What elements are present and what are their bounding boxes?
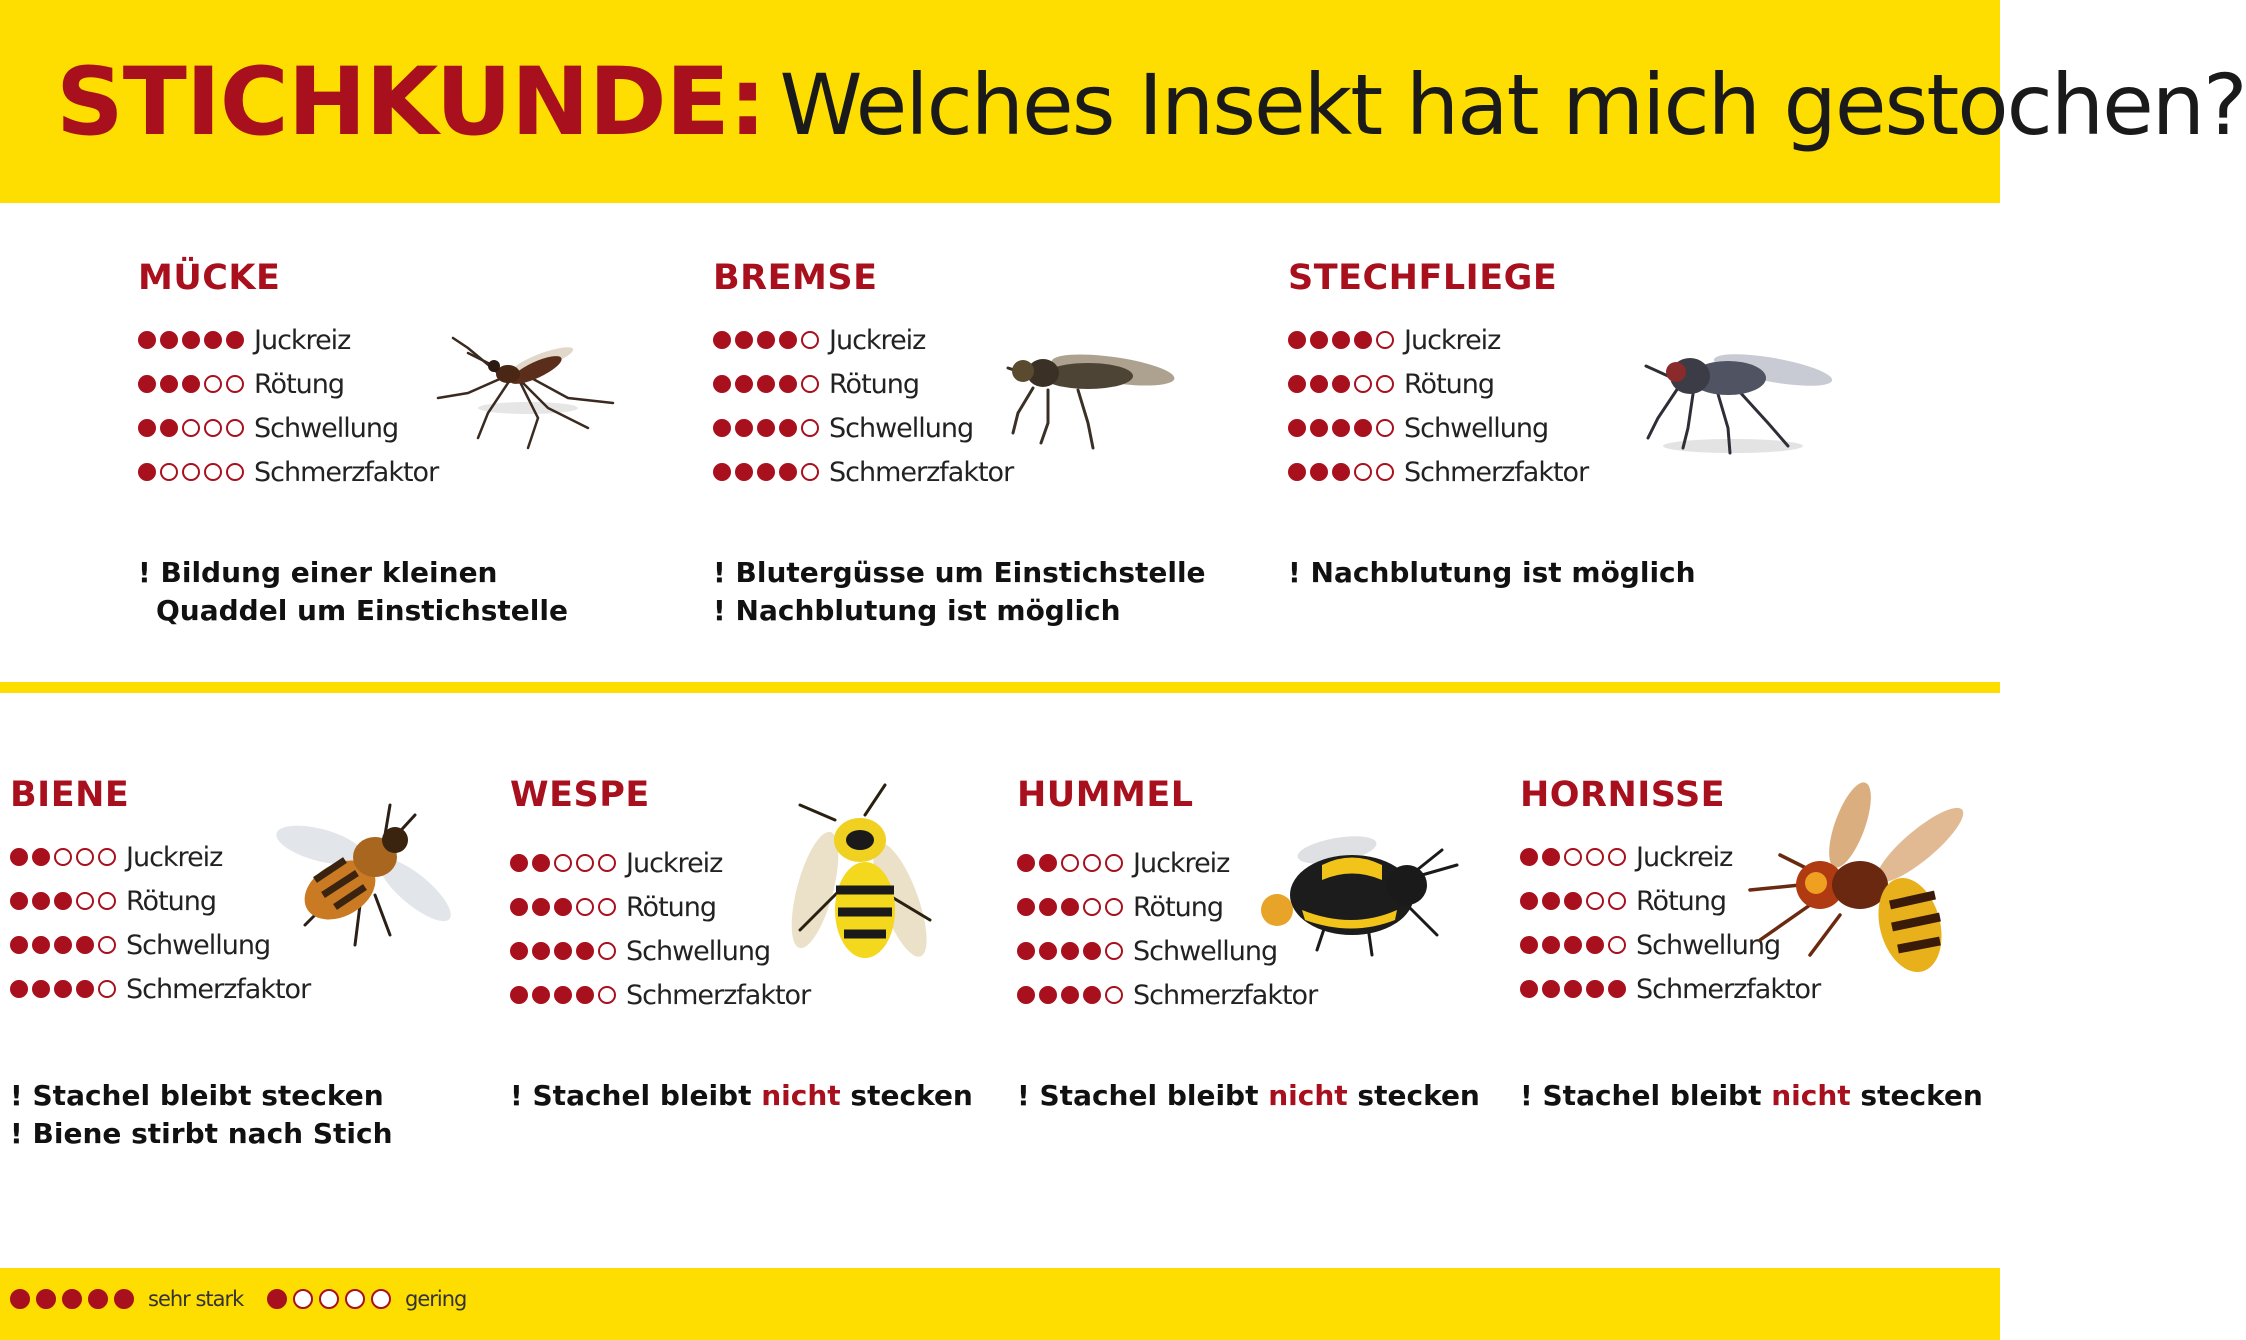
rating-dot-filled: [10, 980, 28, 998]
rating-schmerzfaktor: [10, 967, 310, 1011]
rating-dot-empty: [345, 1289, 365, 1309]
rating-dots: [510, 898, 620, 916]
rating-dot-filled: [1520, 936, 1538, 954]
rating-dots: [10, 848, 120, 866]
legend-dots: [267, 1289, 397, 1309]
note-text: ! Bildung einer kleinen: [138, 556, 498, 589]
rating-dot-filled: [1310, 375, 1328, 393]
rating-dot-empty: [98, 980, 116, 998]
rating-dot-empty: [204, 375, 222, 393]
rating-dot-filled: [160, 375, 178, 393]
rating-label: Juckreiz: [126, 841, 223, 873]
rating-label: Rötung: [626, 891, 717, 923]
rating-label: Schwellung: [1636, 929, 1781, 961]
rating-dot-filled: [36, 1289, 56, 1309]
rating-dot-empty: [554, 854, 572, 872]
hornet-icon: [1740, 775, 1990, 985]
rating-dot-filled: [1520, 848, 1538, 866]
rating-dot-empty: [160, 463, 178, 481]
wasp-icon: [760, 780, 960, 990]
note-text: ! Blutergüsse um Einstichstelle: [713, 556, 1206, 589]
rating-label: Schmerzfaktor: [829, 456, 1014, 488]
rating-juckreiz: [138, 318, 438, 362]
rating-dot-empty: [1105, 986, 1123, 1004]
note-text: stecken: [1850, 1079, 1983, 1112]
rating-dot-filled: [713, 463, 731, 481]
legend-high: [10, 1287, 243, 1311]
rating-roetung: [713, 362, 1013, 406]
note-line: [10, 1115, 393, 1153]
insect-card-biene: [10, 775, 490, 1175]
rating-dot-empty: [801, 419, 819, 437]
rating-label: Rötung: [254, 368, 345, 400]
rating-label: Schwellung: [829, 412, 974, 444]
rating-dot-filled: [757, 463, 775, 481]
note-line: [1017, 1077, 1480, 1115]
rating-dots: [1017, 898, 1127, 916]
rating-dot-empty: [76, 892, 94, 910]
rating-dot-filled: [267, 1289, 287, 1309]
rating-dot-filled: [62, 1289, 82, 1309]
rating-dot-empty: [1376, 331, 1394, 349]
rating-dot-empty: [1376, 463, 1394, 481]
rating-dot-filled: [779, 463, 797, 481]
rating-label: Schmerzfaktor: [626, 979, 811, 1011]
rating-dot-empty: [204, 419, 222, 437]
rating-dot-filled: [510, 942, 528, 960]
rating-dot-filled: [1039, 898, 1057, 916]
rating-dot-filled: [138, 331, 156, 349]
rating-dot-filled: [1017, 942, 1035, 960]
horsefly-icon: [993, 328, 1183, 458]
rating-dot-empty: [1105, 898, 1123, 916]
rating-dot-empty: [576, 854, 594, 872]
rating-dot-filled: [76, 936, 94, 954]
rating-dot-filled: [1542, 980, 1560, 998]
rating-dot-filled: [532, 854, 550, 872]
rating-dot-filled: [1564, 892, 1582, 910]
rating-dots: [1520, 848, 1630, 866]
rating-label: Schwellung: [1133, 935, 1278, 967]
rating-dot-filled: [779, 331, 797, 349]
rating-dot-filled: [1332, 463, 1350, 481]
insect-name: STECHFLIEGE: [1288, 258, 1558, 298]
rating-label: Juckreiz: [829, 324, 926, 356]
rating-dot-empty: [98, 848, 116, 866]
rating-label: Schwellung: [126, 929, 271, 961]
note-text: ! Biene stirbt nach Stich: [10, 1117, 393, 1150]
rating-dot-filled: [1564, 980, 1582, 998]
rating-dot-empty: [801, 331, 819, 349]
rating-dot-filled: [1017, 986, 1035, 1004]
rating-label: Schmerzfaktor: [1404, 456, 1589, 488]
rating-dot-filled: [226, 331, 244, 349]
rating-dot-filled: [713, 419, 731, 437]
rating-dot-filled: [1288, 375, 1306, 393]
rating-dot-empty: [98, 892, 116, 910]
rating-dot-filled: [76, 980, 94, 998]
rating-schwellung: [713, 406, 1013, 450]
rating-dot-filled: [1017, 898, 1035, 916]
rating-dot-empty: [801, 375, 819, 393]
rating-dot-filled: [182, 331, 200, 349]
rating-schwellung: [1288, 406, 1588, 450]
rating-dot-filled: [114, 1289, 134, 1309]
rating-dot-filled: [735, 375, 753, 393]
note-text: ! Nachblutung ist möglich: [1288, 556, 1696, 589]
rating-dot-empty: [1564, 848, 1582, 866]
rating-dots: [510, 942, 620, 960]
rating-dot-filled: [32, 848, 50, 866]
rating-dot-empty: [598, 898, 616, 916]
rating-dot-filled: [1354, 331, 1372, 349]
rating-label: Juckreiz: [254, 324, 351, 356]
rating-dot-empty: [182, 419, 200, 437]
rating-dot-filled: [1083, 942, 1101, 960]
rating-dot-filled: [779, 419, 797, 437]
rating-dot-filled: [1061, 898, 1079, 916]
rating-dot-filled: [757, 375, 775, 393]
rating-dots: [713, 463, 823, 481]
rating-dot-empty: [598, 942, 616, 960]
rating-label: Juckreiz: [1133, 847, 1230, 879]
rating-dot-filled: [10, 1289, 30, 1309]
rating-roetung: [138, 362, 438, 406]
rating-dot-filled: [10, 848, 28, 866]
note-emphasis: nicht: [1771, 1079, 1851, 1112]
rating-dot-filled: [1542, 892, 1560, 910]
rating-dot-filled: [1354, 419, 1372, 437]
note-text: stecken: [840, 1079, 973, 1112]
rating-dot-filled: [735, 463, 753, 481]
insect-card-wespe: [510, 775, 990, 1175]
insect-card-hornisse: [1520, 775, 1990, 1175]
mosquito-icon: [428, 298, 628, 478]
note-list: [138, 554, 568, 630]
rating-dot-empty: [1083, 898, 1101, 916]
rating-dot-empty: [54, 848, 72, 866]
rating-dot-filled: [1332, 419, 1350, 437]
rating-dot-filled: [532, 986, 550, 1004]
rating-dots: [1017, 986, 1127, 1004]
rating-dot-filled: [510, 986, 528, 1004]
header-band: [0, 0, 2246, 203]
rating-dot-filled: [554, 942, 572, 960]
rating-dots: [138, 419, 248, 437]
rating-dot-filled: [1083, 986, 1101, 1004]
rating-dot-filled: [554, 898, 572, 916]
note-text: ! Stachel bleibt stecken: [10, 1079, 384, 1112]
rating-dots: [10, 936, 120, 954]
rating-dot-empty: [598, 854, 616, 872]
legend-dots: [10, 1289, 140, 1309]
rating-dot-empty: [1061, 854, 1079, 872]
rating-dot-filled: [1542, 936, 1560, 954]
rating-dot-empty: [576, 898, 594, 916]
rating-label: Schmerzfaktor: [254, 456, 439, 488]
note-text: ! Stachel bleibt: [510, 1079, 762, 1112]
rating-dot-filled: [713, 331, 731, 349]
rating-dot-empty: [1354, 375, 1372, 393]
rating-label: Schmerzfaktor: [1133, 979, 1318, 1011]
rating-label: Rötung: [1636, 885, 1727, 917]
legend-high-label: sehr stark: [148, 1287, 244, 1311]
rating-dots: [1520, 892, 1630, 910]
rating-dot-filled: [1039, 986, 1057, 1004]
rating-dot-empty: [1105, 854, 1123, 872]
rating-dot-filled: [1564, 936, 1582, 954]
insect-card-bremse: [713, 258, 1233, 658]
rating-dot-empty: [1376, 375, 1394, 393]
rating-dot-filled: [138, 375, 156, 393]
rating-dot-filled: [1542, 848, 1560, 866]
rating-dots: [713, 331, 823, 349]
rating-dots: [1288, 419, 1398, 437]
rating-dots: [510, 854, 620, 872]
rating-dot-filled: [1520, 980, 1538, 998]
rating-dot-empty: [76, 848, 94, 866]
rating-dot-empty: [98, 936, 116, 954]
rating-dots: [138, 375, 248, 393]
rating-dot-empty: [1083, 854, 1101, 872]
insect-name: WESPE: [510, 775, 650, 815]
note-emphasis: nicht: [1268, 1079, 1348, 1112]
rating-label: Schmerzfaktor: [126, 973, 311, 1005]
rating-dots: [1288, 463, 1398, 481]
rating-dot-filled: [1332, 375, 1350, 393]
rating-dot-filled: [576, 942, 594, 960]
rating-dot-filled: [1288, 463, 1306, 481]
rating-label: Rötung: [1133, 891, 1224, 923]
rating-label: Rötung: [829, 368, 920, 400]
rating-dot-filled: [1310, 463, 1328, 481]
rating-label: Schwellung: [626, 935, 771, 967]
note-list: [1017, 1077, 1480, 1115]
rating-dot-filled: [32, 936, 50, 954]
insect-name: HUMMEL: [1017, 775, 1194, 815]
rating-dot-filled: [54, 892, 72, 910]
rating-list: [1288, 318, 1588, 494]
bee-icon: [265, 795, 465, 965]
note-text: ! Stachel bleibt: [1017, 1079, 1269, 1112]
rating-dot-empty: [226, 419, 244, 437]
rating-dot-filled: [138, 419, 156, 437]
rating-dot-filled: [10, 936, 28, 954]
rating-dot-empty: [319, 1289, 339, 1309]
section-divider: [0, 682, 2000, 693]
rating-dots: [1017, 854, 1127, 872]
rating-dot-filled: [510, 898, 528, 916]
rating-dot-filled: [160, 331, 178, 349]
note-line: [138, 592, 568, 630]
note-line: [1288, 554, 1696, 592]
rating-dot-filled: [1039, 854, 1057, 872]
note-text: ! Stachel bleibt: [1520, 1079, 1772, 1112]
rating-dot-filled: [10, 892, 28, 910]
note-line: [713, 554, 1206, 592]
rating-dot-filled: [54, 980, 72, 998]
rating-dot-filled: [1586, 936, 1604, 954]
rating-dot-filled: [554, 986, 572, 1004]
rating-dots: [713, 419, 823, 437]
insect-name: BREMSE: [713, 258, 878, 298]
rating-dots: [1520, 980, 1630, 998]
rating-dots: [1520, 936, 1630, 954]
rating-dot-empty: [371, 1289, 391, 1309]
insect-name: MÜCKE: [138, 258, 281, 298]
rating-label: Juckreiz: [1404, 324, 1501, 356]
rating-dot-filled: [54, 936, 72, 954]
rating-juckreiz: [1288, 318, 1588, 362]
rating-dot-empty: [293, 1289, 313, 1309]
rating-schwellung: [138, 406, 438, 450]
rating-dots: [1017, 942, 1127, 960]
rating-dot-filled: [32, 892, 50, 910]
rating-schmerzfaktor: [713, 450, 1013, 494]
rating-label: Juckreiz: [1636, 841, 1733, 873]
rating-dot-filled: [532, 898, 550, 916]
rating-dot-filled: [1061, 986, 1079, 1004]
rating-dot-empty: [226, 375, 244, 393]
rating-dots: [1288, 331, 1398, 349]
rating-dot-empty: [1608, 848, 1626, 866]
rating-dot-filled: [1017, 854, 1035, 872]
rating-dot-filled: [204, 331, 222, 349]
rating-label: Schwellung: [254, 412, 399, 444]
note-line: [713, 592, 1206, 630]
note-list: [1520, 1077, 1983, 1115]
rating-dot-empty: [1354, 463, 1372, 481]
rating-dot-filled: [1608, 980, 1626, 998]
rating-dot-filled: [735, 419, 753, 437]
rating-dot-empty: [226, 463, 244, 481]
rating-dot-filled: [1288, 419, 1306, 437]
rating-list: [138, 318, 438, 494]
rating-label: Schmerzfaktor: [1636, 973, 1821, 1005]
note-list: [1288, 554, 1696, 592]
insect-card-hummel: [1017, 775, 1497, 1175]
rating-list: [713, 318, 1013, 494]
rating-label: Rötung: [126, 885, 217, 917]
rating-dots: [10, 980, 120, 998]
title-main: STICHKUNDE:: [56, 48, 766, 157]
note-line: [1520, 1077, 1983, 1115]
rating-dots: [10, 892, 120, 910]
rating-juckreiz: [713, 318, 1013, 362]
rating-schmerzfaktor: [1017, 973, 1317, 1017]
rating-schmerzfaktor: [138, 450, 438, 494]
rating-dot-filled: [1310, 419, 1328, 437]
note-text: ! Nachblutung ist möglich: [713, 594, 1121, 627]
rating-dot-filled: [713, 375, 731, 393]
rating-dot-filled: [1332, 331, 1350, 349]
rating-dots: [713, 375, 823, 393]
legend-low: [267, 1287, 466, 1311]
rating-dot-filled: [735, 331, 753, 349]
rating-dot-empty: [1376, 419, 1394, 437]
rating-dot-filled: [757, 331, 775, 349]
rating-roetung: [1288, 362, 1588, 406]
rating-dot-filled: [532, 942, 550, 960]
rating-dot-filled: [1061, 942, 1079, 960]
note-list: [713, 554, 1206, 630]
rating-dots: [138, 463, 248, 481]
rating-dot-filled: [1310, 331, 1328, 349]
insect-card-muecke: [138, 258, 658, 658]
note-text: Quaddel um Einstichstelle: [156, 594, 568, 627]
insect-card-stechfliege: [1288, 258, 1848, 658]
rating-dot-filled: [182, 375, 200, 393]
rating-dot-filled: [160, 419, 178, 437]
rating-dot-filled: [576, 986, 594, 1004]
note-line: [10, 1077, 393, 1115]
bumblebee-icon: [1257, 825, 1477, 965]
rating-dot-filled: [510, 854, 528, 872]
note-line: [510, 1077, 973, 1115]
rating-dot-filled: [1288, 331, 1306, 349]
rating-schmerzfaktor: [1288, 450, 1588, 494]
note-list: [10, 1077, 393, 1153]
rating-dots: [510, 986, 620, 1004]
note-list: [510, 1077, 973, 1115]
rating-label: Schwellung: [1404, 412, 1549, 444]
note-line: [138, 554, 568, 592]
rating-dot-empty: [801, 463, 819, 481]
stable-fly-icon: [1638, 328, 1838, 468]
rating-dot-filled: [1586, 980, 1604, 998]
rating-dot-empty: [204, 463, 222, 481]
note-emphasis: nicht: [761, 1079, 841, 1112]
rating-dot-filled: [779, 375, 797, 393]
insect-name: HORNISSE: [1520, 775, 1726, 815]
rating-dot-empty: [1608, 892, 1626, 910]
page-title: [56, 48, 2246, 157]
legend-low-label: gering: [405, 1287, 467, 1311]
insect-name: BIENE: [10, 775, 130, 815]
rating-dot-filled: [32, 980, 50, 998]
rating-dot-empty: [598, 986, 616, 1004]
rating-dot-empty: [1586, 892, 1604, 910]
rating-dots: [1288, 375, 1398, 393]
rating-dot-filled: [88, 1289, 108, 1309]
rating-dot-filled: [1039, 942, 1057, 960]
rating-label: Rötung: [1404, 368, 1495, 400]
rating-dot-empty: [1586, 848, 1604, 866]
title-subtitle: Welches Insekt hat mich gestochen?: [779, 56, 2246, 154]
note-text: stecken: [1347, 1079, 1480, 1112]
rating-dot-filled: [138, 463, 156, 481]
rating-dot-empty: [182, 463, 200, 481]
rating-dot-empty: [1105, 942, 1123, 960]
rating-label: Juckreiz: [626, 847, 723, 879]
rating-dot-filled: [757, 419, 775, 437]
rating-dots: [138, 331, 248, 349]
rating-dot-empty: [1608, 936, 1626, 954]
rating-dot-filled: [1520, 892, 1538, 910]
